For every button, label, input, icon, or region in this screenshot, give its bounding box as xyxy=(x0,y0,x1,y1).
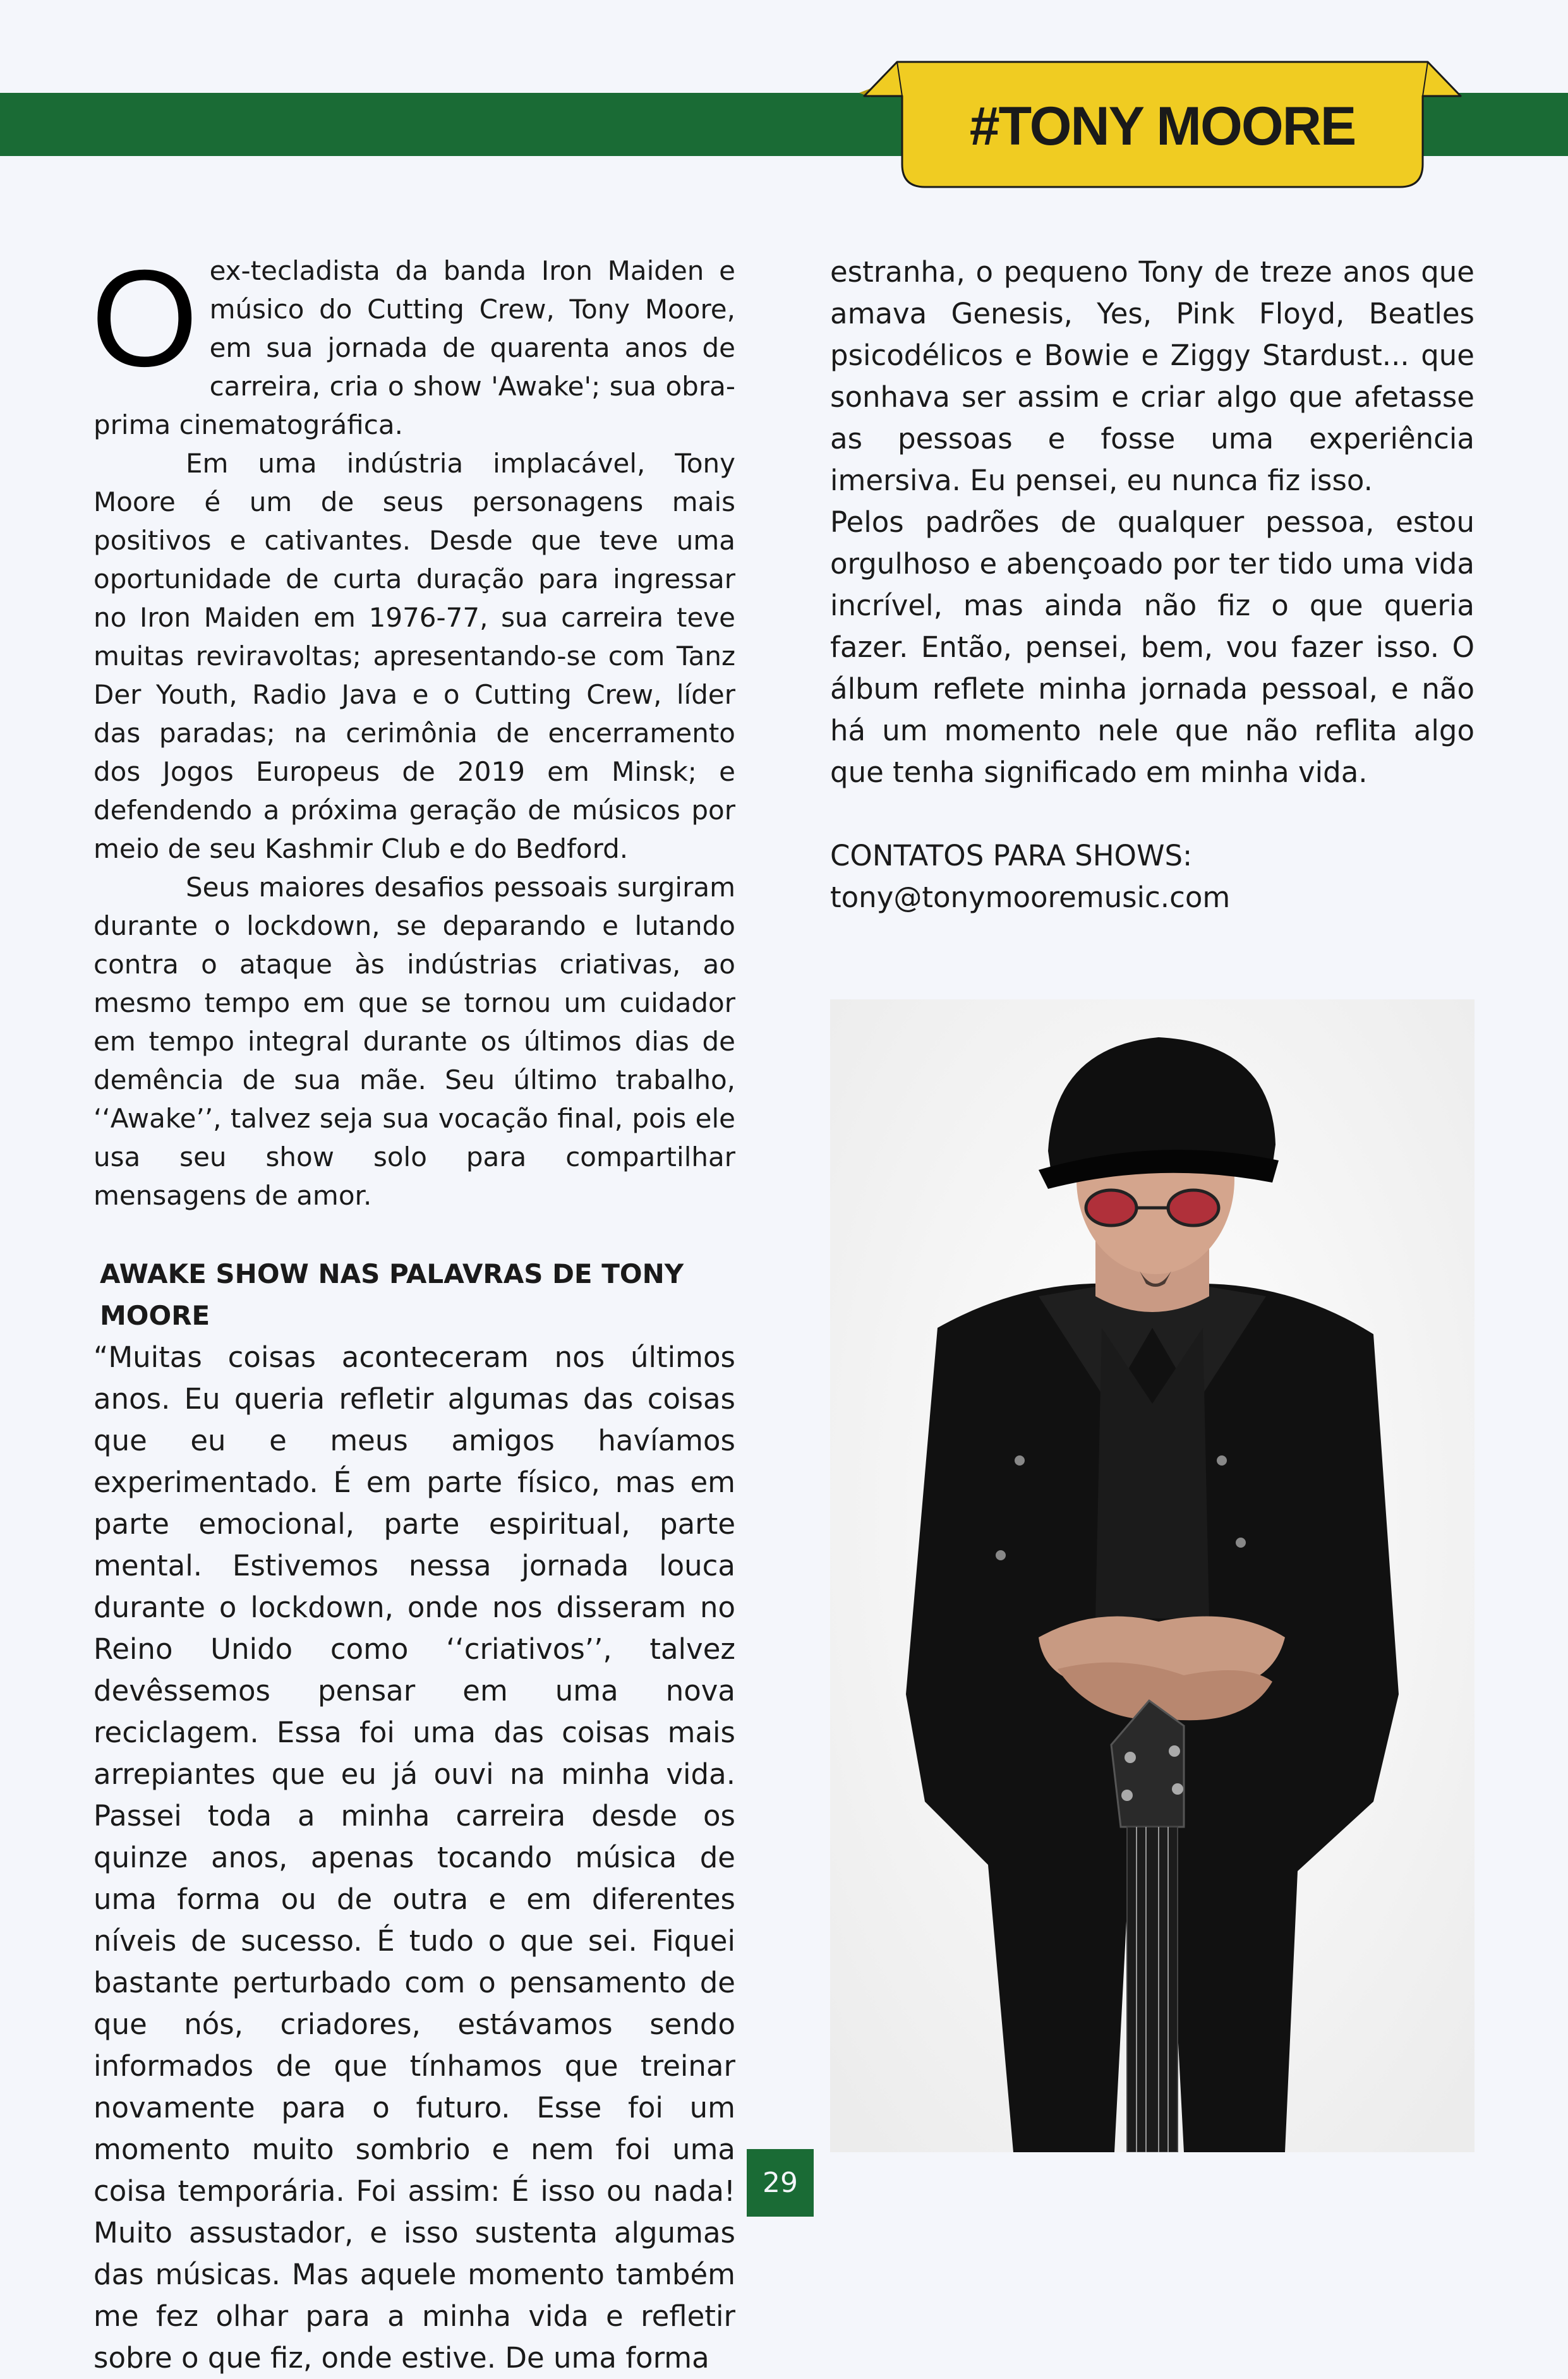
artist-photo xyxy=(830,999,1475,2152)
contact-label: CONTATOS PARA SHOWS: xyxy=(830,839,1193,872)
quote-paragraph: Pelos padrões de qualquer pessoa, estou orgulhoso e abençoado por ter tido uma vida incrível, mas ainda não fiz o que queria fazer. Então, pensei, bem, vou fazer isso. O álbum reflete minha jornada pessoal, e não há um momento nele que não reflita algo que tenha significado em minha vida. xyxy=(830,505,1475,789)
page-title: #TONY MOORE xyxy=(969,95,1356,157)
drop-cap: O xyxy=(91,242,198,395)
article-paragraph: Seus maiores desafios pessoais surgiram durante o lockdown, se deparando e lutando contra o ataque às indústrias criativas, ao mesmo tempo em que se tornou um cuidador em tempo integral durante os últimos dias de demência de sua mãe. Seu último trabalho, ‘‘Awake’’, talvez seja sua vocação final, pois ele usa seu show solo para compartilhar mensagens de amor. xyxy=(93,872,735,1211)
article-paragraph: Em uma indústria implacável, Tony Moore é um de seus personagens mais positivos e cativantes. Desde que teve uma oportunidade de curta duração para ingressar no Iron Maiden em 1976-77, sua carreira teve muitas reviravoltas; apresentando-se com Tanz Der Youth, Radio Java e o Cutting Crew, líder das paradas; na cerimônia de encerramento dos Jogos Europeus de 2019 em Minsk; e defendendo a próxima geração de músicos por meio de seu Kashmir Club e do Bedford. xyxy=(93,448,735,864)
article-right-column xyxy=(830,251,1475,918)
section-heading: AWAKE SHOW NAS PALAVRAS DE TONY MOORE xyxy=(100,1258,684,1331)
quote-paragraph: “Muitas coisas aconteceram nos últimos anos. Eu queria refletir algumas das coisas que eu e meus amigos havíamos experimentado. É em parte físico, mas em parte emocional, parte espiritual, parte mental. Estivemos nessa jornada louca durante o lockdown, onde nos disseram no Reino Unido como ‘‘criativos’’, talvez devêssemos pensar em uma nova reciclagem. Essa foi uma das coisas mais arrepiantes que eu já ouvi na minha vida. Passei toda a minha carreira desde os quinze anos, apenas tocando música de uma forma ou de outra e em diferentes níveis de sucesso. É tudo o que sei. Fiquei bastante perturbado com o pensamento de que nós, criadores, estávamos sendo informados de que tínhamos que treinar novamente para o futuro. Esse foi um momento muito sombrio e nem foi uma coisa temporária. Foi assim: É isso ou nada! Muito assustador, e isso sustenta algumas das músicas. Mas aquele momento também me fez olhar para a minha vida e refletir sobre o que fiz, onde estive. De uma forma xyxy=(93,1340,735,2375)
intro-text: ex-tecladista da banda Iron Maiden e músico do Cutting Crew, Tony Moore, em sua jornada de quarenta anos de carreira, cria o show 'Awake'; sua obra-prima cinematográfica. xyxy=(93,255,735,440)
quote-paragraph: estranha, o pequeno Tony de treze anos que amava Genesis, Yes, Pink Floyd, Beatles psicodélicos e Bowie e Ziggy Stardust... que sonhava ser assim e criar algo que afetasse as pessoas e fosse uma experiência imersiva. Eu pensei, eu nunca fiz isso. xyxy=(830,255,1475,497)
contact-email: tony@tonymooremusic.com xyxy=(830,881,1231,914)
page-number: 29 xyxy=(747,2149,814,2217)
article-left-column xyxy=(91,242,735,2379)
article-intro xyxy=(91,242,735,444)
